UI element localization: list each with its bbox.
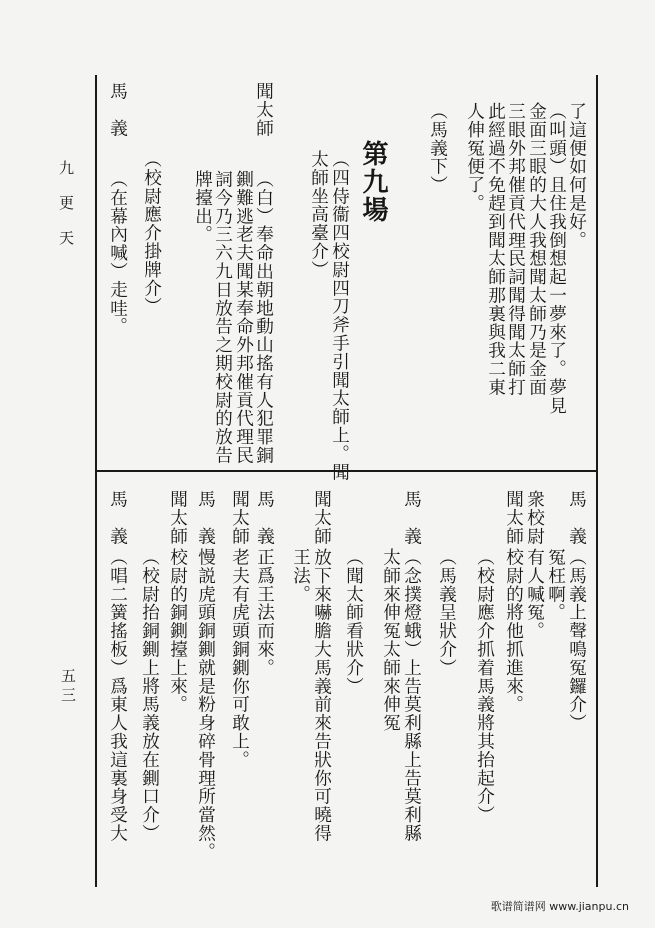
- dialogue-line: 牌擡出。: [192, 170, 213, 244]
- lower-line: 王法。: [290, 548, 311, 604]
- lower-line: （聞太師看狀介）: [343, 548, 364, 696]
- upper-line: 了這便如何是好。: [566, 102, 587, 250]
- lower-speaker: 馬 義: [195, 490, 216, 546]
- watermark: 歌谱简谱网 www.jianpu.cn: [490, 900, 629, 913]
- dialogue-line: 詞今乃三六九日放告之期校尉的放告: [212, 170, 233, 465]
- lower-line: （馬義上聲鳴冤鑼介）: [566, 548, 587, 732]
- lower-speaker: 馬 義: [401, 490, 422, 546]
- upper-line: （叫頭）且住我倒想起一夢來了。夢見: [546, 102, 567, 415]
- lower-line: 太師來伸冤太師來伸冤: [380, 548, 401, 732]
- lower-line: 有人喊冤。: [524, 548, 545, 640]
- lower-speaker: 聞太師: [311, 490, 332, 546]
- lower-speaker: 衆校尉: [524, 490, 545, 546]
- upper-line: 金面三眼的大人我想聞太師乃是金面: [526, 102, 547, 397]
- lower-line: 慢説虎頭銅鍘就是粉身碎骨理所當然。: [195, 548, 216, 861]
- dialogue-line: 鍘難逃老夫聞某奉命外邦催貢代理民: [233, 170, 254, 465]
- upper-line: 人伸冤便了。: [464, 102, 485, 213]
- lower-line: （校尉應介抓着馬義將其抬起介）: [474, 548, 495, 824]
- lower-speaker: 馬 義: [254, 490, 275, 546]
- lower-speaker: 馬 義: [566, 490, 587, 546]
- margin-title: 九更天: [57, 160, 75, 265]
- lower-line: （馬義呈狀介）: [436, 548, 457, 677]
- lower-line: 老夫有虎頭銅鍘你可敢上。: [229, 548, 250, 769]
- lower-line: 放下來嚇膽大馬義前來告狀你可曉得: [311, 548, 332, 843]
- scene-direction: 太師坐高臺介）: [308, 150, 329, 279]
- lower-line: （唱二簧搖板）爲東人我這裏身受大: [107, 548, 128, 843]
- frame-right-rule: [596, 75, 598, 887]
- dialogue-line: （在幕內喊）走哇。: [107, 170, 128, 336]
- page-number: 五三: [59, 668, 77, 706]
- lower-line: （校尉抬銅鍘上將馬義放在鍘口介）: [139, 548, 160, 843]
- scene-direction: （四侍衞四校尉四刀斧手引聞太師上。聞: [329, 150, 350, 482]
- scene-heading: 第九場: [358, 140, 388, 224]
- lower-line: 校尉的將他抓進來。: [503, 548, 524, 714]
- lower-speaker: 聞太師: [229, 490, 250, 546]
- lower-speaker: 馬 義: [107, 490, 128, 546]
- speaker-wen-taishi: 聞太師: [253, 82, 274, 138]
- frame-left-rule: [95, 75, 97, 887]
- dialogue-line: （白）奉命出朝地動山搖有人犯罪銅: [253, 170, 274, 465]
- stage-direction: （校尉應介掛牌介）: [141, 150, 162, 316]
- upper-line: 三眼外邦催貢代理民詞聞得聞太師打: [505, 102, 526, 397]
- upper-line: 此經過不免趕到聞太師那裏與我二東: [485, 102, 506, 397]
- lower-line: （念撲燈蛾）上告莫利縣上告莫利縣: [401, 548, 422, 843]
- lower-speaker: 聞太師: [503, 490, 524, 546]
- stage-direction: （馬義下）: [427, 102, 448, 194]
- lower-line: 校尉的銅鍘擡上來。: [167, 548, 188, 714]
- lower-line: 正爲王法而來。: [254, 548, 275, 677]
- lower-speaker: 聞太師: [167, 490, 188, 546]
- lower-line: 冤枉啊。: [545, 548, 566, 622]
- speaker-ma-yi: 馬 義: [107, 82, 128, 138]
